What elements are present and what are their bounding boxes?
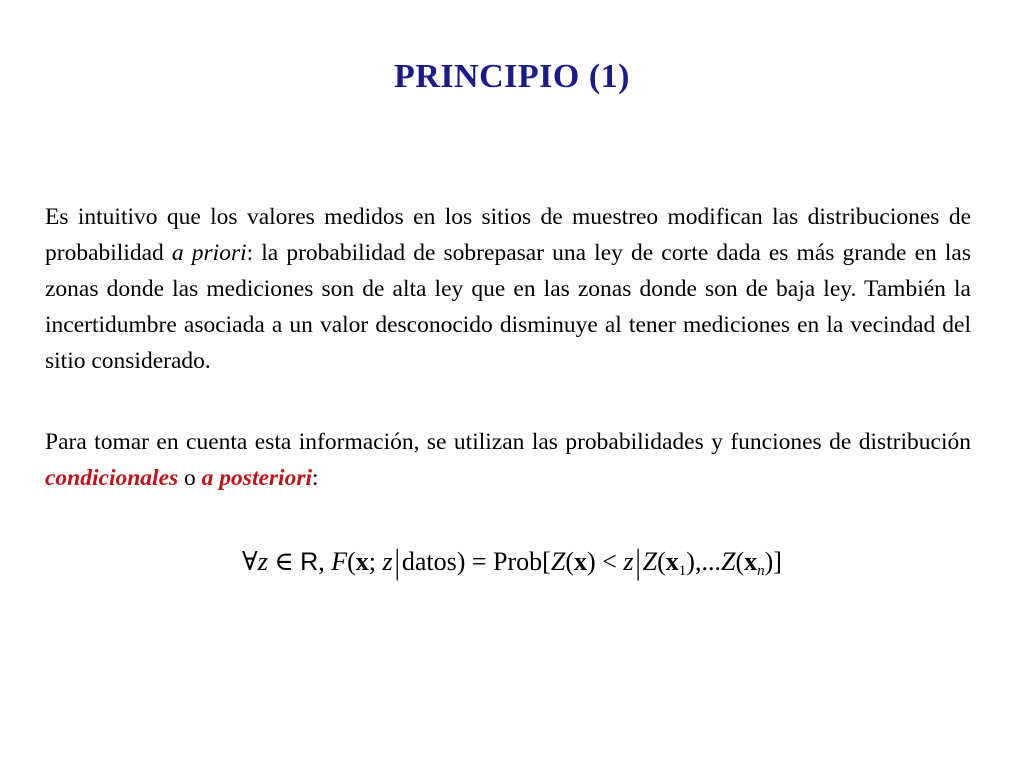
conditional-distribution-formula [0, 542, 1024, 591]
formula-paren-2: ( [565, 547, 574, 576]
formula-var-z-3: z [623, 547, 634, 576]
paragraph-intro [45, 199, 971, 379]
formula-bracket-open: [ [542, 547, 551, 576]
formula-comma: , [318, 547, 332, 576]
real-numbers-symbol: R [300, 548, 319, 576]
paragraph-conditional [45, 424, 971, 496]
formula-paren-4: ( [735, 547, 745, 576]
paragraph-conditional-text: Para tomar en cuenta esta información, se utilizan las probabilidades y funciones de distribución [45, 429, 971, 455]
subscript-n: n [757, 563, 765, 579]
formula-function-F: F [331, 547, 348, 576]
formula-datos: datos [401, 547, 457, 576]
connector-text: o [178, 465, 202, 491]
formula-var-Z-2: Z [642, 547, 658, 576]
paragraph-intro-text-2: : la probabilidad de sobrepasar una ley de corte dada es más grande en las zonas donde las mediciones son de alta ley que en las zonas donde son de baja ley. También la incertidumbre asociada a un valor desconocido disminuye al tener mediciones en la vecindad del sitio considerado. [45, 240, 971, 374]
a-posteriori-term: a posteriori [201, 465, 313, 491]
formula-var-z-2: z [382, 547, 393, 576]
element-of-symbol: ∈ [267, 547, 301, 576]
formula-vector-xn: x [744, 547, 758, 576]
slide-title: PRINCIPIO (1) [394, 58, 630, 95]
paragraph-intro-text-1: Es intuitivo que los valores medidos en los sitios de muestreo modifican las distribuciones de probabilidad [45, 204, 971, 266]
formula-paren: ( [347, 547, 356, 576]
formula-semicolon: ; [368, 547, 383, 576]
forall-symbol: ∀ [242, 547, 258, 576]
subscript-1: 1 [678, 563, 687, 579]
formula-vector-x: x [355, 547, 369, 576]
conditional-bar: | [394, 541, 400, 581]
formula-ellipsis: ),... [686, 547, 721, 576]
formula-equals: ) = [456, 547, 494, 576]
formula-vector-x-2: x [573, 547, 587, 576]
formula-prob: Prob [493, 547, 543, 576]
formula-less-than: ) < [586, 547, 624, 576]
paragraph-conditional-ending: : [312, 465, 319, 491]
formula-paren-3: ( [657, 547, 666, 576]
conditional-bar-2: | [635, 541, 641, 581]
a-priori-term: a priori [171, 240, 247, 266]
formula-var-z: z [257, 547, 268, 576]
formula-var-Z: Z [550, 547, 566, 576]
formula-close: )] [764, 547, 782, 576]
formula-var-Z-3: Z [720, 547, 736, 576]
condicionales-term: condicionales [45, 465, 179, 491]
formula-vector-x1: x [665, 547, 679, 576]
